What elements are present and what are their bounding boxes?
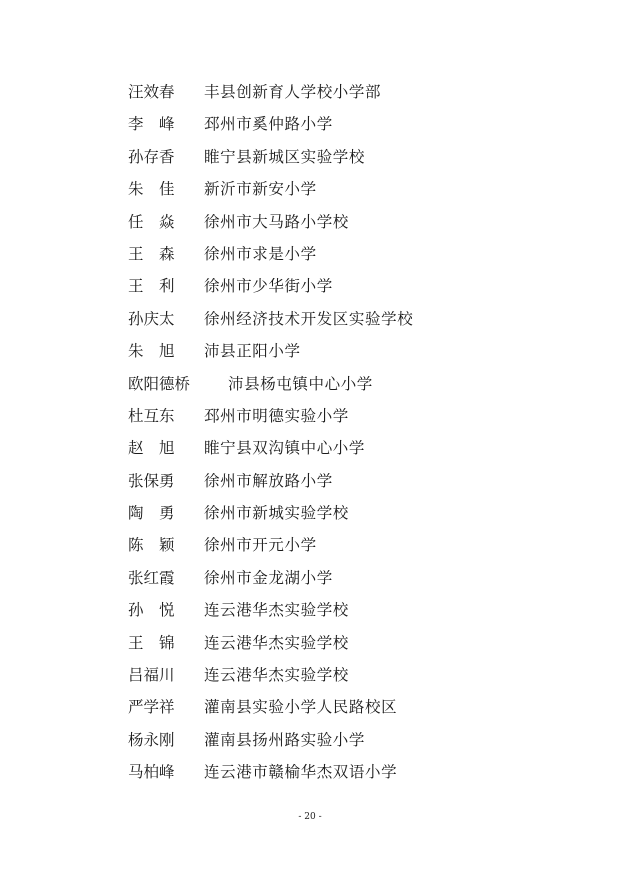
school-name: 灌南县实验小学人民路校区 (204, 698, 398, 717)
person-name: 朱 旭 (128, 342, 175, 361)
person-name: 赵 旭 (128, 439, 175, 458)
school-name: 连云港华杰实验学校 (204, 633, 349, 652)
school-name: 沛县杨屯镇中心小学 (228, 374, 373, 393)
list-item (0, 756, 620, 788)
list-item (0, 432, 620, 464)
list-item (0, 691, 620, 723)
school-name: 徐州市大马路小学校 (204, 212, 349, 231)
school-name: 连云港华杰实验学校 (204, 601, 349, 620)
page-number: - 20 - (298, 812, 322, 822)
list-item (0, 465, 620, 497)
list-item (0, 76, 620, 108)
school-name: 睢宁县新城区实验学校 (204, 147, 366, 166)
list-item (0, 108, 620, 140)
school-name: 徐州市解放路小学 (204, 471, 333, 490)
school-name: 丰县创新育人学校小学部 (204, 83, 382, 101)
school-name: 连云港市赣榆华杰双语小学 (204, 763, 398, 782)
school-name: 邳州市明德实验小学 (204, 406, 349, 425)
person-name: 吕福川 (128, 666, 175, 685)
person-name: 孙存香 (128, 147, 175, 166)
school-name: 徐州市少华街小学 (204, 277, 333, 296)
award-list (0, 76, 620, 789)
person-name: 杨永刚 (128, 730, 175, 749)
person-name: 王 锦 (128, 633, 175, 652)
person-name: 马柏峰 (128, 763, 175, 782)
person-name: 王 利 (128, 277, 175, 296)
list-item (0, 627, 620, 659)
list-item (0, 335, 620, 367)
person-name: 张保勇 (128, 471, 175, 490)
list-item (0, 173, 620, 205)
list-item (0, 303, 620, 335)
school-name: 徐州市求是小学 (204, 244, 317, 263)
list-item (0, 529, 620, 561)
list-item (0, 562, 620, 594)
person-name: 杜互东 (128, 406, 175, 425)
person-name: 李 峰 (128, 115, 175, 134)
school-name: 徐州市金龙湖小学 (204, 568, 333, 587)
list-item (0, 368, 620, 400)
school-name: 徐州市新城实验学校 (204, 504, 349, 523)
school-name: 灌南县扬州路实验小学 (204, 730, 366, 749)
school-name: 新沂市新安小学 (204, 180, 317, 199)
school-name: 沛县正阳小学 (204, 342, 301, 361)
person-name: 王 森 (128, 244, 175, 263)
person-name: 陶 勇 (128, 504, 175, 523)
person-name: 严学祥 (128, 698, 175, 717)
school-name: 徐州市开元小学 (204, 536, 317, 555)
person-name: 欧阳德桥 (128, 374, 191, 393)
list-item (0, 594, 620, 626)
person-name: 孙 悦 (128, 601, 175, 620)
list-item (0, 238, 620, 270)
person-name: 汪效春 (128, 83, 175, 101)
list-item (0, 141, 620, 173)
school-name: 邳州市奚仲路小学 (204, 115, 333, 134)
list-item (0, 206, 620, 238)
list-item (0, 497, 620, 529)
person-name: 任 焱 (128, 212, 175, 231)
school-name: 连云港华杰实验学校 (204, 666, 349, 685)
list-item (0, 659, 620, 691)
list-item (0, 724, 620, 756)
person-name: 张红霞 (128, 568, 175, 587)
list-item (0, 270, 620, 302)
list-item (0, 400, 620, 432)
person-name: 陈 颖 (128, 536, 175, 555)
person-name: 朱 佳 (128, 180, 175, 199)
person-name: 孙庆太 (128, 309, 175, 328)
school-name: 徐州经济技术开发区实验学校 (204, 309, 414, 328)
school-name: 睢宁县双沟镇中心小学 (204, 439, 366, 458)
